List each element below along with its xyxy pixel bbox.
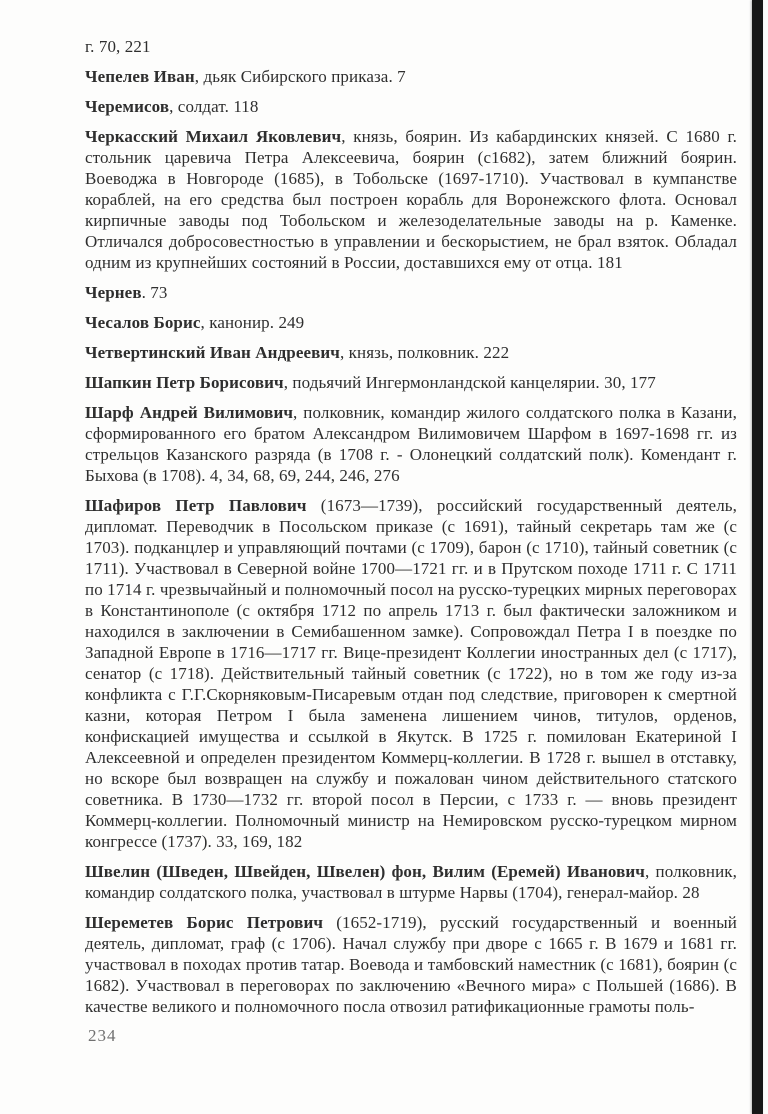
index-text-block — [85, 36, 737, 1026]
entry-body: , солдат. 118 — [169, 97, 259, 116]
entry-body: , полковник, командир жилого солдатского полка в Казани, сформированного его братом Александром Вилимовичем Шарфом в 1697-1698 гг. из стрельцов Казанского разряда (в 1708 г. - Олонецкий солдатский полк). Комендант г. Быхова (в 1708). 4, 34, 68, 69, 244, 246, 276 — [85, 403, 737, 485]
entry-headword: Чепелев Иван — [85, 67, 195, 86]
entry-headword: Черкасский Михаил Яковлевич — [85, 127, 342, 146]
index-entry — [85, 96, 737, 117]
index-entry — [85, 912, 737, 1017]
entry-headword: Шапкин Петр Борисович — [85, 373, 284, 392]
index-entry — [85, 36, 737, 57]
index-entry — [85, 495, 737, 852]
index-entry — [85, 282, 737, 303]
scan-edge-strip — [752, 0, 763, 1114]
index-entry — [85, 861, 737, 903]
entry-headword: Четвертинский Иван Андреевич — [85, 343, 340, 362]
entry-body: , князь, боярин. Из кабардинских князей. С 1680 г. стольник царевича Петра Алексеевича, боярин (с1682), затем ближний боярин. Воеводжа в Новгороде (1685), в Тобольске (1697-1710). Участвовал в кумпанстве кораблей, на его средства был построен корабль для Воронежского флота. Основал кирпичные заводы под Тобольском и железоделательные заводы на р. Каменке. Отличался добросовестностью в управлении и бескорыстием, не брал взяток. Обладал одним из крупнейших состояний в России, доставшихся ему от отца. 181 — [85, 127, 737, 272]
entry-headword: Шафиров Петр Павлович — [85, 496, 307, 515]
index-entry — [85, 342, 737, 363]
entry-body: , дьяк Сибирского приказа. 7 — [194, 67, 406, 86]
page-number: 234 — [88, 1026, 117, 1045]
index-entry — [85, 372, 737, 393]
entry-body: , полковник, командир солдатского полка, участвовал в штурме Нарвы (1704), генерал-майор. 28 — [85, 862, 737, 902]
entry-headword: Чесалов Борис — [85, 313, 201, 332]
entry-headword: Шарф Андрей Вилимович — [85, 403, 294, 422]
index-entry — [85, 66, 737, 87]
entry-body: , канонир. 249 — [200, 313, 305, 332]
entry-headword: Швелин (Шведен, Швейден, Швелен) фон, Вилим (Еремей) Иванович — [85, 862, 645, 881]
entry-body: г. 70, 221 — [85, 37, 151, 56]
entry-headword: Чернев — [85, 283, 142, 302]
index-entry — [85, 126, 737, 273]
entry-body: . 73 — [141, 283, 168, 302]
entry-body: (1652-1719), русский государственный и военный деятель, дипломат, граф (с 1706). Начал службу при дворе с 1665 г. В 1679 и 1681 гг. участвовал в походах против татар. Воевода и тамбовский наместник (с 1681), боярин (с 1682). Участвовал в переговорах по заключению «Вечного мира» с Польшей (1686). В качестве великого и полномочного посла отвозил ратификационные грамоты поль- — [85, 913, 737, 1016]
entry-body: , князь, полковник. 222 — [339, 343, 510, 362]
entry-headword: Шереметев Борис Петрович — [85, 913, 324, 932]
entry-body: (1673—1739), российский государственный деятель, дипломат. Переводчик в Посольском приказе (с 1691), тайный секретарь там же (с 1703). подканцлер и управляющий почтами (с 1709), барон (с 1710), тайный советник (с 1711). Участвовал в Северной войне 1700—1721 гг. и в Прутском походе 1711 г. С 1711 по 1714 г. чрезвычайный и полномочный посол на русско-турецких мирных переговорах в Константинополе (с октября 1712 по апрель 1713 г. был фактически заложником и находился в заключении в Семибашенном замке). Сопровождал Петра I в поездке по Западной Европе в 1716—1717 гг. Вице-президент Коллегии иностранных дел (с 1717), сенатор (с 1718). Действительный тайный советник (с 1722), но в том же году из-за конфликта с Г.Г.Скорняковым-Писаревым отдан под следствие, приговорен к смертной казни, которая Петром I была заменена лишением чинов, титулов, орденов, конфискацией имущества и ссылкой в Якутск. В 1725 г. помилован Екатериной I Алексеевной и определен президентом Коммерц-коллегии. В 1728 г. вышел в отставку, но вскоре был возвращен на службу и пожалован чином действительного статского советника. В 1730—1732 гг. второй посол в Персии, с 1733 г. — вновь президент Коммерц-коллегии. Полномочный министр на Немировском русско-турецком мирном конгрессе (1737). 33, 169, 182 — [85, 496, 737, 851]
index-entry — [85, 402, 737, 486]
index-entry — [85, 312, 737, 333]
entry-body: , подьячий Ингермонландской канцелярии. 30, 177 — [283, 373, 656, 392]
entry-headword: Черемисов — [85, 97, 170, 116]
